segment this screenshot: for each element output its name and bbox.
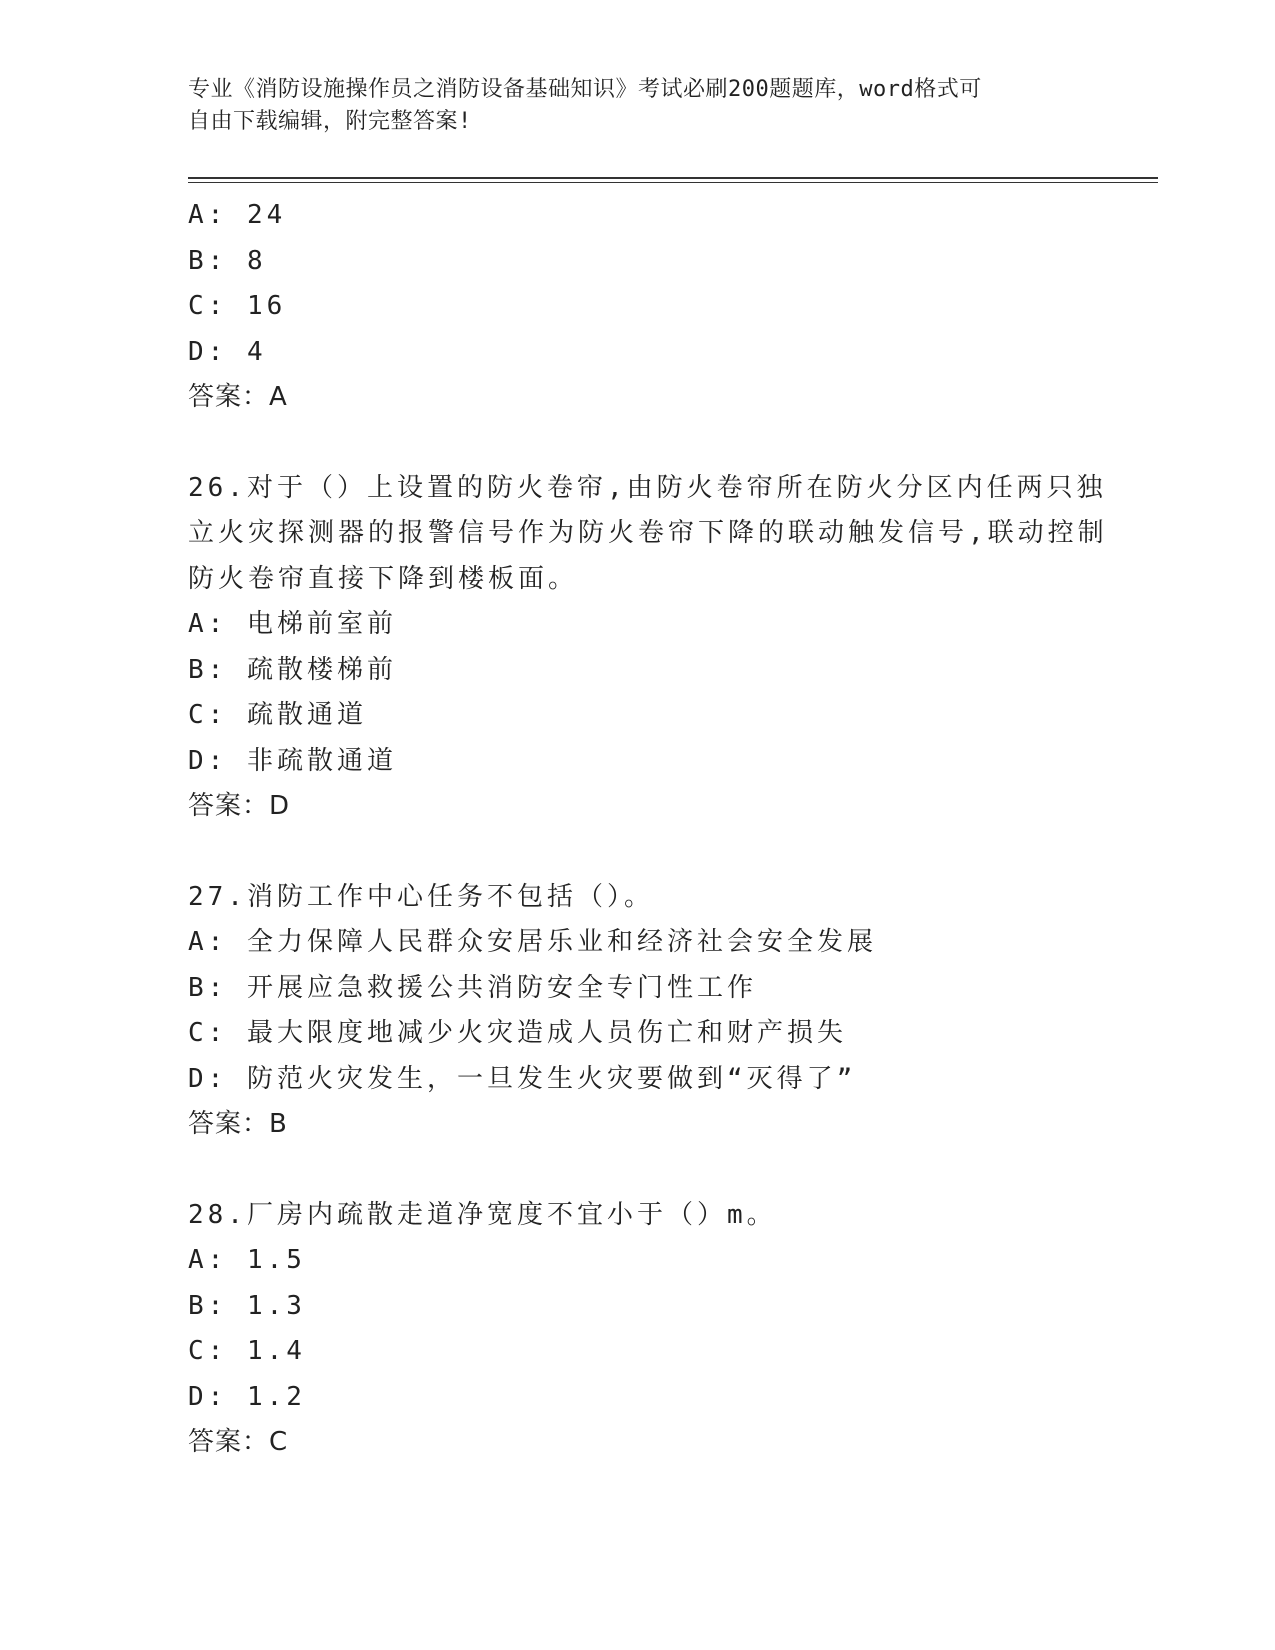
option-c: C: 疏散通道: [188, 700, 367, 730]
option-d: D: 1.2: [188, 1381, 306, 1412]
option-d: D: 非疏散通道: [188, 745, 397, 776]
option-b: B: 8: [188, 245, 267, 276]
option-c: C: 最大限度地减少火灾造成人员伤亡和财产损失: [188, 1018, 847, 1048]
option-d: D: 4: [188, 336, 267, 367]
answer-line: 答案：C: [188, 1427, 289, 1457]
option-b: B: 疏散楼梯前: [188, 654, 397, 685]
option-a: A: 电梯前室前: [188, 609, 397, 639]
question-text-line-2: 立火灾探测器的报警信号作为防火卷帘下降的联动触发信号,联动控制: [188, 518, 1108, 548]
question-block-26: [188, 466, 1108, 830]
answer-line: 答案：B: [188, 1109, 288, 1139]
question-text-line-3: 防火卷帘直接下降到楼板面。: [188, 563, 579, 594]
answer-line: 答案：D: [188, 791, 291, 821]
spacer: [188, 421, 1088, 466]
option-a: A: 1.5: [188, 1245, 306, 1275]
header-divider-thin: [188, 182, 1158, 183]
document-header: [188, 74, 1068, 138]
question-text-line-1: 27.消防工作中心任务不包括（）。: [188, 881, 654, 912]
option-b: B: 开展应急救援公共消防安全专门性工作: [188, 972, 757, 1003]
spacer: [188, 830, 1088, 875]
question-text-line-1: 26.对于（）上设置的防火卷帘,由防火卷帘所在防火分区内任两只独: [188, 472, 1107, 503]
option-b: B: 1.3: [188, 1290, 306, 1321]
question-block-25: [188, 193, 1088, 421]
option-a: A: 24: [188, 200, 287, 230]
question-block-27: [188, 875, 1088, 1148]
question-text-line-1: 28.厂房内疏散走道净宽度不宜小于（）m。: [188, 1199, 777, 1230]
option-d: D: 防范火灾发生，一旦发生火灾要做到“灭得了”: [188, 1063, 857, 1094]
question-list: [188, 193, 1108, 1466]
option-c: C: 16: [188, 291, 287, 321]
question-block-28: [188, 1193, 1088, 1466]
option-c: C: 1.4: [188, 1336, 306, 1366]
header-title-line-1: 专业《消防设施操作员之消防设备基础知识》考试必刷200题题库，word格式可: [188, 77, 982, 102]
spacer: [188, 1148, 1088, 1193]
header-divider-thick: [188, 177, 1158, 179]
header-title-line-2: 自由下载编辑，附完整答案!: [188, 109, 472, 134]
option-a: A: 全力保障人民群众安居乐业和经济社会安全发展: [188, 927, 877, 957]
answer-line: 答案：A: [188, 382, 288, 412]
